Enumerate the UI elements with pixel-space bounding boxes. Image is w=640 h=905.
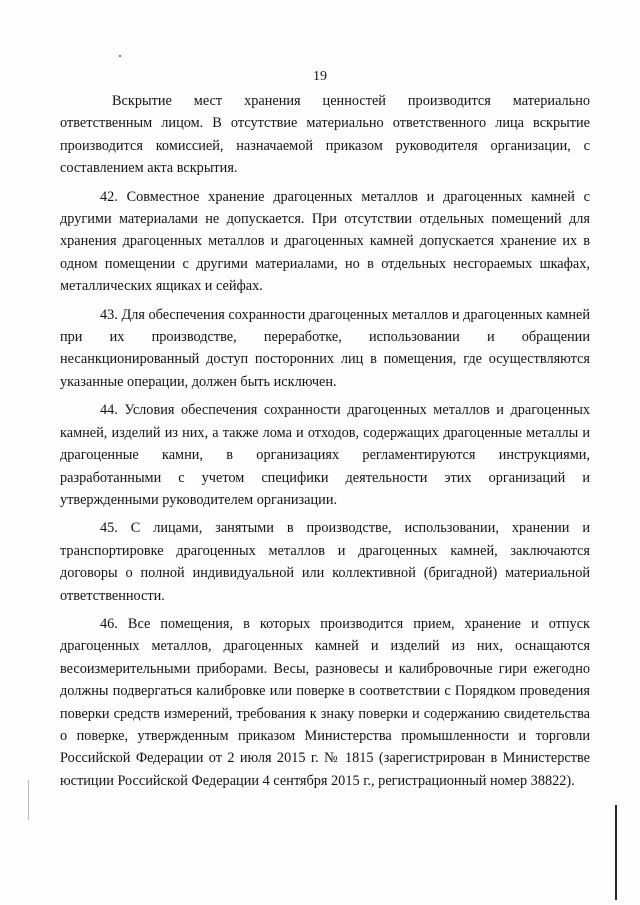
paragraph-46: 46. Все помещения, в которых производится прием, хранение и отпуск драгоценных металлов, драгоценных камней и изделий из них, оснащаются весоизмерительными приборами. Весы, разновесы и калибровочные гири ежегодно должны подвергаться калибровке или поверке в соответствии с Порядком проведения поверки средств измерений, требования к знаку поверки и содержанию свидетельства о поверке, утвержденным приказом Министерства промышленности и торговли Российской Федерации от 2 июля 2015 г. № 1815 (зарегистрирован в Министерстве юстиции Российской Федерации 4 сентября 2015 г., регистрационный номер 38822). bbox=[60, 615, 590, 789]
scan-artifact-line bbox=[28, 780, 29, 820]
scan-edge-line bbox=[615, 805, 617, 900]
page-number: 19 bbox=[313, 69, 327, 84]
scan-dot bbox=[119, 55, 121, 57]
paragraph-42: 42. Совместное хранение драгоценных металлов и драгоценных камней с другими материалами не допускается. При отсутствии отдельных помещений для хранения драгоценных металлов и драгоценных камней допускается хранение их в одном помещении с другими материалами, но в отдельных несгораемых шкафах, металлических ящиках и сейфах. bbox=[60, 188, 590, 295]
paragraph-44: 44. Условия обеспечения сохранности драгоценных металлов и драгоценных камней, изделий из них, а также лома и отходов, содержащих драгоценные металлы и драгоценные камни, в организациях регламентируются инструкциями, разработанными с учетом специфики деятельности этих организаций и утвержденными руководителем организации. bbox=[60, 402, 590, 508]
paragraph-opening: Вскрытие мест хранения ценностей производится материально ответственным лицом. В отсутствие материально ответственного лица вскрытие производится комиссией, назначаемой приказом руководителя организации, с составлением акта вскрытия. bbox=[60, 93, 590, 177]
paragraph-45: 45. С лицами, занятыми в производстве, использовании, хранении и транспортировке драгоценных металлов и драгоценных камней, заключаются договоры о полной индивидуальной или коллективной (бригадной) материальной ответственности. bbox=[60, 520, 590, 604]
paragraph-43: 43. Для обеспечения сохранности драгоценных металлов и драгоценных камней при их производстве, переработке, использовании и обращении несанкционированный доступ посторонних лиц в помещения, где осуществляются указанные операции, должен быть исключен. bbox=[60, 306, 590, 390]
document-body bbox=[60, 90, 590, 798]
